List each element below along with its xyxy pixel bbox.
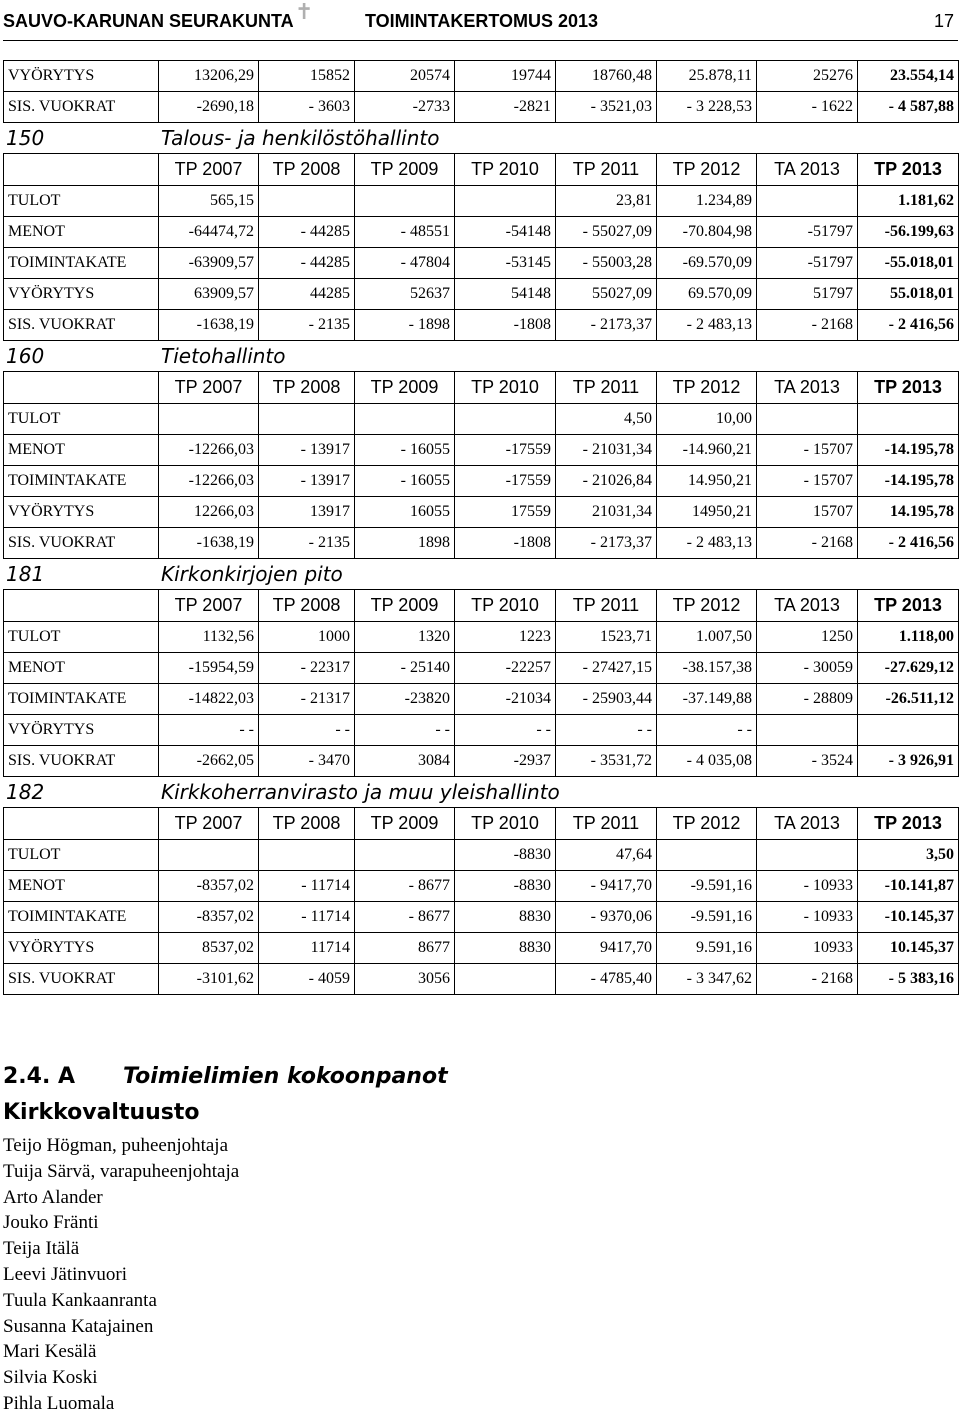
table-cell [355,404,455,435]
table-cell: -1638,19 [159,310,259,341]
table-cell: -27.629,12 [858,653,959,684]
table-cell: 8830 [455,933,556,964]
section-row [4,123,959,154]
year-header: TP 2009 [355,372,455,404]
table-cell: - 3531,72 [556,746,657,777]
table-row [4,622,959,653]
table-cell: -2733 [355,92,455,123]
table-cell: - 1898 [355,310,455,341]
table-cell: - 3470 [259,746,355,777]
table-cell: -1638,19 [159,528,259,559]
header-blank [4,372,159,404]
table-cell: 1898 [355,528,455,559]
table-cell: - 21026,84 [556,466,657,497]
row-label: VYÖRYTYS [4,61,159,92]
section-number: 2.4. A [3,1064,76,1089]
table-cell: 55027,09 [556,279,657,310]
table-cell [455,964,556,995]
table-cell: - 48551 [355,217,455,248]
table-cell [259,404,355,435]
table-cell: 15852 [259,61,355,92]
section-row [4,341,959,372]
year-header: TP 2008 [259,808,355,840]
section-title: Toimielimien kokoonpanot [123,1064,448,1089]
table-cell: - 5 383,16 [858,964,959,995]
table-cell [757,715,858,746]
year-header: TA 2013 [757,590,858,622]
cross-icon: ✝ [295,0,314,25]
row-label: SIS. VUOKRAT [4,964,159,995]
council-member: Pihla Luomala [3,1392,115,1414]
table-cell: 63909,57 [159,279,259,310]
year-header: TA 2013 [757,372,858,404]
table-cell: - 2 483,13 [657,310,757,341]
table-cell [757,186,858,217]
table-cell: -56.199,63 [858,217,959,248]
row-label: TOIMINTAKATE [4,902,159,933]
table-cell: -12266,03 [159,466,259,497]
table-cell: - 55003,28 [556,248,657,279]
table-cell: 47,64 [556,840,657,871]
organization-name: SAUVO-KARUNAN SEURAKUNTA [3,11,294,31]
year-header: TP 2011 [556,154,657,186]
table-cell [159,404,259,435]
page-number: 17 [933,11,954,31]
year-header: TP 2011 [556,372,657,404]
table-cell: - 25903,44 [556,684,657,715]
table-cell: 21031,34 [556,497,657,528]
table-cell: -70.804,98 [657,217,757,248]
table-cell: - 10933 [757,902,858,933]
table-cell: 1523,71 [556,622,657,653]
table-cell: -26.511,12 [858,684,959,715]
table-cell: -9.591,16 [657,871,757,902]
council-member: Mari Kesälä [3,1341,97,1363]
table-cell: - 4785,40 [556,964,657,995]
row-label: TOIMINTAKATE [4,684,159,715]
row-label: TULOT [4,840,159,871]
council-member: Leevi Jätinvuori [3,1263,127,1285]
table-cell: 9417,70 [556,933,657,964]
table-cell: - 27427,15 [556,653,657,684]
document-title: TOIMINTAKERTOMUS 2013 [365,11,599,31]
table-cell: 17559 [455,497,556,528]
table-cell [657,840,757,871]
table-cell: - 2173,37 [556,528,657,559]
table-cell: 44285 [259,279,355,310]
table-cell: - 2 416,56 [858,528,959,559]
table-cell: -14.195,78 [858,466,959,497]
table-cell: -63909,57 [159,248,259,279]
table-cell: 25.878,11 [657,61,757,92]
table-cell: - 13917 [259,435,355,466]
table-cell: -22257 [455,653,556,684]
table-cell: -9.591,16 [657,902,757,933]
row-label: VYÖRYTYS [4,933,159,964]
table-cell: - 22317 [259,653,355,684]
table-cell: - 11714 [259,902,355,933]
table-cell: - 25140 [355,653,455,684]
council-member: Tuula Kankaanranta [3,1289,157,1311]
council-member: Arto Alander [3,1186,103,1208]
table-cell: 20574 [355,61,455,92]
table-cell: -1808 [455,528,556,559]
table-cell: - 2168 [757,964,858,995]
table-cell: -51797 [757,217,858,248]
section-number: 182 [4,777,159,808]
table-cell: 1250 [757,622,858,653]
table-cell: 1320 [355,622,455,653]
table-cell: 3056 [355,964,455,995]
table-cell: - 11714 [259,871,355,902]
table-row [4,715,959,746]
table-cell: 1132,56 [159,622,259,653]
year-header: TP 2010 [455,808,556,840]
council-member: Teija Itälä [3,1238,80,1260]
year-header: TA 2013 [757,808,858,840]
table-cell: - - [159,715,259,746]
table-cell: - 30059 [757,653,858,684]
table-cell: -53145 [455,248,556,279]
table-row [4,871,959,902]
table-cell: -69.570,09 [657,248,757,279]
table-cell: -8830 [455,840,556,871]
table-cell: -10.141,87 [858,871,959,902]
table-cell: 15707 [757,497,858,528]
year-header: TP 2007 [159,372,259,404]
table-cell: - 47804 [355,248,455,279]
table-cell [355,840,455,871]
table-cell: - 21031,34 [556,435,657,466]
table-cell: - 44285 [259,217,355,248]
year-header: TP 2007 [159,590,259,622]
table-cell: -37.149,88 [657,684,757,715]
table-cell: 11714 [259,933,355,964]
table-cell: 4,50 [556,404,657,435]
table-cell: -1808 [455,310,556,341]
row-label: TULOT [4,186,159,217]
year-header: TP 2008 [259,372,355,404]
table-cell: 23.554,14 [858,61,959,92]
table-cell: -14.960,21 [657,435,757,466]
table-cell: -3101,62 [159,964,259,995]
table-cell: 14.950,21 [657,466,757,497]
table-cell: - 10933 [757,871,858,902]
table-cell: -51797 [757,248,858,279]
table-cell: 51797 [757,279,858,310]
header-blank [4,154,159,186]
table-cell: -8830 [455,871,556,902]
table-cell: - 9417,70 [556,871,657,902]
row-label: MENOT [4,653,159,684]
table-cell: - 21317 [259,684,355,715]
table-cell: 1000 [259,622,355,653]
table-cell: 1.007,50 [657,622,757,653]
table-cell: - 3 926,91 [858,746,959,777]
table-row [4,933,959,964]
page-header [3,0,958,36]
section-number: 160 [4,341,159,372]
table-row [4,217,959,248]
table-cell: -55.018,01 [858,248,959,279]
section-title: Kirkkoherranvirasto ja muu yleishallinto [159,777,959,808]
table-cell: - 16055 [355,435,455,466]
table-cell: 12266,03 [159,497,259,528]
year-header: TP 2013 [858,154,959,186]
table-row [4,964,959,995]
row-label: TOIMINTAKATE [4,466,159,497]
table-cell: 23,81 [556,186,657,217]
table-cell [259,186,355,217]
table-cell: 18760,48 [556,61,657,92]
row-label: MENOT [4,871,159,902]
table-cell: - 2168 [757,528,858,559]
year-header-row [4,590,959,622]
row-label: VYÖRYTYS [4,715,159,746]
table-cell: - 2 416,56 [858,310,959,341]
table-row [4,466,959,497]
year-header: TP 2007 [159,154,259,186]
row-label: SIS. VUOKRAT [4,310,159,341]
table-row [4,653,959,684]
table-cell: 1.118,00 [858,622,959,653]
table-cell: - 55027,09 [556,217,657,248]
table-cell: -17559 [455,435,556,466]
table-cell: 8537,02 [159,933,259,964]
table-row [4,902,959,933]
table-cell: 54148 [455,279,556,310]
year-header: TP 2009 [355,590,455,622]
year-header: TP 2007 [159,808,259,840]
table-cell: - - [657,715,757,746]
table-cell: 13206,29 [159,61,259,92]
table-cell: - 28809 [757,684,858,715]
table-cell: - 4059 [259,964,355,995]
table-cell: 10.145,37 [858,933,959,964]
row-label: VYÖRYTYS [4,497,159,528]
year-header: TP 2013 [858,372,959,404]
table-cell: 16055 [355,497,455,528]
table-cell: - 8677 [355,902,455,933]
table-row [4,404,959,435]
table-cell: - 3521,03 [556,92,657,123]
table-cell: - 9370,06 [556,902,657,933]
table-cell: -8357,02 [159,871,259,902]
year-header-row [4,372,959,404]
table-cell: -2821 [455,92,556,123]
table-cell: 1.234,89 [657,186,757,217]
section-title: Kirkonkirjojen pito [159,559,959,590]
table-cell: -2937 [455,746,556,777]
table-cell: 19744 [455,61,556,92]
table-cell: 8830 [455,902,556,933]
table-cell: 14950,21 [657,497,757,528]
year-header: TP 2009 [355,154,455,186]
row-label: VYÖRYTYS [4,279,159,310]
section-title: Tietohallinto [159,341,959,372]
table-cell: - - [355,715,455,746]
table-cell: - 15707 [757,466,858,497]
year-header: TP 2008 [259,154,355,186]
table-cell: 10,00 [657,404,757,435]
header-blank [4,808,159,840]
table-cell: - 2135 [259,310,355,341]
table-cell [159,840,259,871]
table-cell: - - [556,715,657,746]
table-cell: 55.018,01 [858,279,959,310]
table-cell: -23820 [355,684,455,715]
council-member: Susanna Katajainen [3,1315,154,1337]
table-cell: -14.195,78 [858,435,959,466]
year-header: TP 2012 [657,372,757,404]
year-header: TP 2013 [858,590,959,622]
table-cell: - 4 587,88 [858,92,959,123]
table-cell: 52637 [355,279,455,310]
table-cell: -17559 [455,466,556,497]
table-cell: - - [455,715,556,746]
council-member: Silvia Koski [3,1367,98,1389]
year-header-row [4,808,959,840]
table-row [4,746,959,777]
table-cell: - 2168 [757,310,858,341]
table-cell: 565,15 [159,186,259,217]
section-number: 150 [4,123,159,154]
table-cell: - 8677 [355,871,455,902]
council-member: Teijo Högman, puheenjohtaja [3,1135,229,1156]
year-header: TP 2009 [355,808,455,840]
table-cell: 1223 [455,622,556,653]
table-row [4,310,959,341]
row-label: SIS. VUOKRAT [4,528,159,559]
table-cell: -2662,05 [159,746,259,777]
council-member: Jouko Fränti [3,1212,99,1234]
table-cell: - 3524 [757,746,858,777]
table-cell [757,404,858,435]
row-label: TULOT [4,622,159,653]
finance-table [3,60,959,995]
table-cell: 25276 [757,61,858,92]
table-cell: -54148 [455,217,556,248]
council-members-list [3,1133,239,1417]
header-blank [4,590,159,622]
table-row [4,497,959,528]
table-cell: 14.195,78 [858,497,959,528]
table-cell: - 15707 [757,435,858,466]
year-header: TP 2011 [556,808,657,840]
table-cell: -10.145,37 [858,902,959,933]
table-row [4,435,959,466]
table-row [4,186,959,217]
table-cell: 1.181,62 [858,186,959,217]
table-cell [355,186,455,217]
table-cell: -15954,59 [159,653,259,684]
table-cell: -38.157,38 [657,653,757,684]
table-row [4,840,959,871]
table-row [4,528,959,559]
table-cell: 3,50 [858,840,959,871]
table-cell: -2690,18 [159,92,259,123]
table-cell: -12266,03 [159,435,259,466]
row-label: MENOT [4,217,159,248]
section-number: 181 [4,559,159,590]
table-cell: - 4 035,08 [657,746,757,777]
section-row [4,777,959,808]
table-cell: 9.591,16 [657,933,757,964]
table-cell: - 13917 [259,466,355,497]
council-member: Tuija Särvä, varapuheenjohtaja [3,1160,240,1182]
year-header: TP 2011 [556,590,657,622]
table-row [4,248,959,279]
table-cell: -8357,02 [159,902,259,933]
table-row [4,279,959,310]
table-cell [757,840,858,871]
table-cell: 8677 [355,933,455,964]
year-header: TP 2010 [455,590,556,622]
year-header-row [4,154,959,186]
year-header: TP 2013 [858,808,959,840]
table-cell: - 3 228,53 [657,92,757,123]
table-cell: - 44285 [259,248,355,279]
year-header: TP 2012 [657,808,757,840]
table-cell [455,404,556,435]
table-cell [858,404,959,435]
table-cell: -21034 [455,684,556,715]
year-header: TP 2010 [455,372,556,404]
section-title: Talous- ja henkilöstöhallinto [159,123,959,154]
year-header: TP 2010 [455,154,556,186]
table-row [4,684,959,715]
year-header: TP 2008 [259,590,355,622]
row-label: SIS. VUOKRAT [4,92,159,123]
row-label: TULOT [4,404,159,435]
row-label: TOIMINTAKATE [4,248,159,279]
table-cell: 10933 [757,933,858,964]
section-row [4,559,959,590]
table-cell: - - [259,715,355,746]
table-cell: 13917 [259,497,355,528]
council-title: Kirkkovaltuusto [3,1100,200,1125]
header-divider [3,40,958,41]
table-cell [259,840,355,871]
table-cell [455,186,556,217]
row-label: SIS. VUOKRAT [4,746,159,777]
year-header: TA 2013 [757,154,858,186]
table-cell: -14822,03 [159,684,259,715]
table-cell: -64474,72 [159,217,259,248]
table-cell: - 16055 [355,466,455,497]
table-cell: - 2173,37 [556,310,657,341]
year-header: TP 2012 [657,590,757,622]
year-header: TP 2012 [657,154,757,186]
table-cell [858,715,959,746]
table-cell: 69.570,09 [657,279,757,310]
table-cell: - 2 483,13 [657,528,757,559]
row-label: MENOT [4,435,159,466]
table-cell: - 2135 [259,528,355,559]
table-cell: - 3 347,62 [657,964,757,995]
table-row [4,61,959,92]
section-heading [3,1064,448,1089]
table-cell: - 1622 [757,92,858,123]
table-cell: - 3603 [259,92,355,123]
table-row [4,92,959,123]
table-cell: 3084 [355,746,455,777]
